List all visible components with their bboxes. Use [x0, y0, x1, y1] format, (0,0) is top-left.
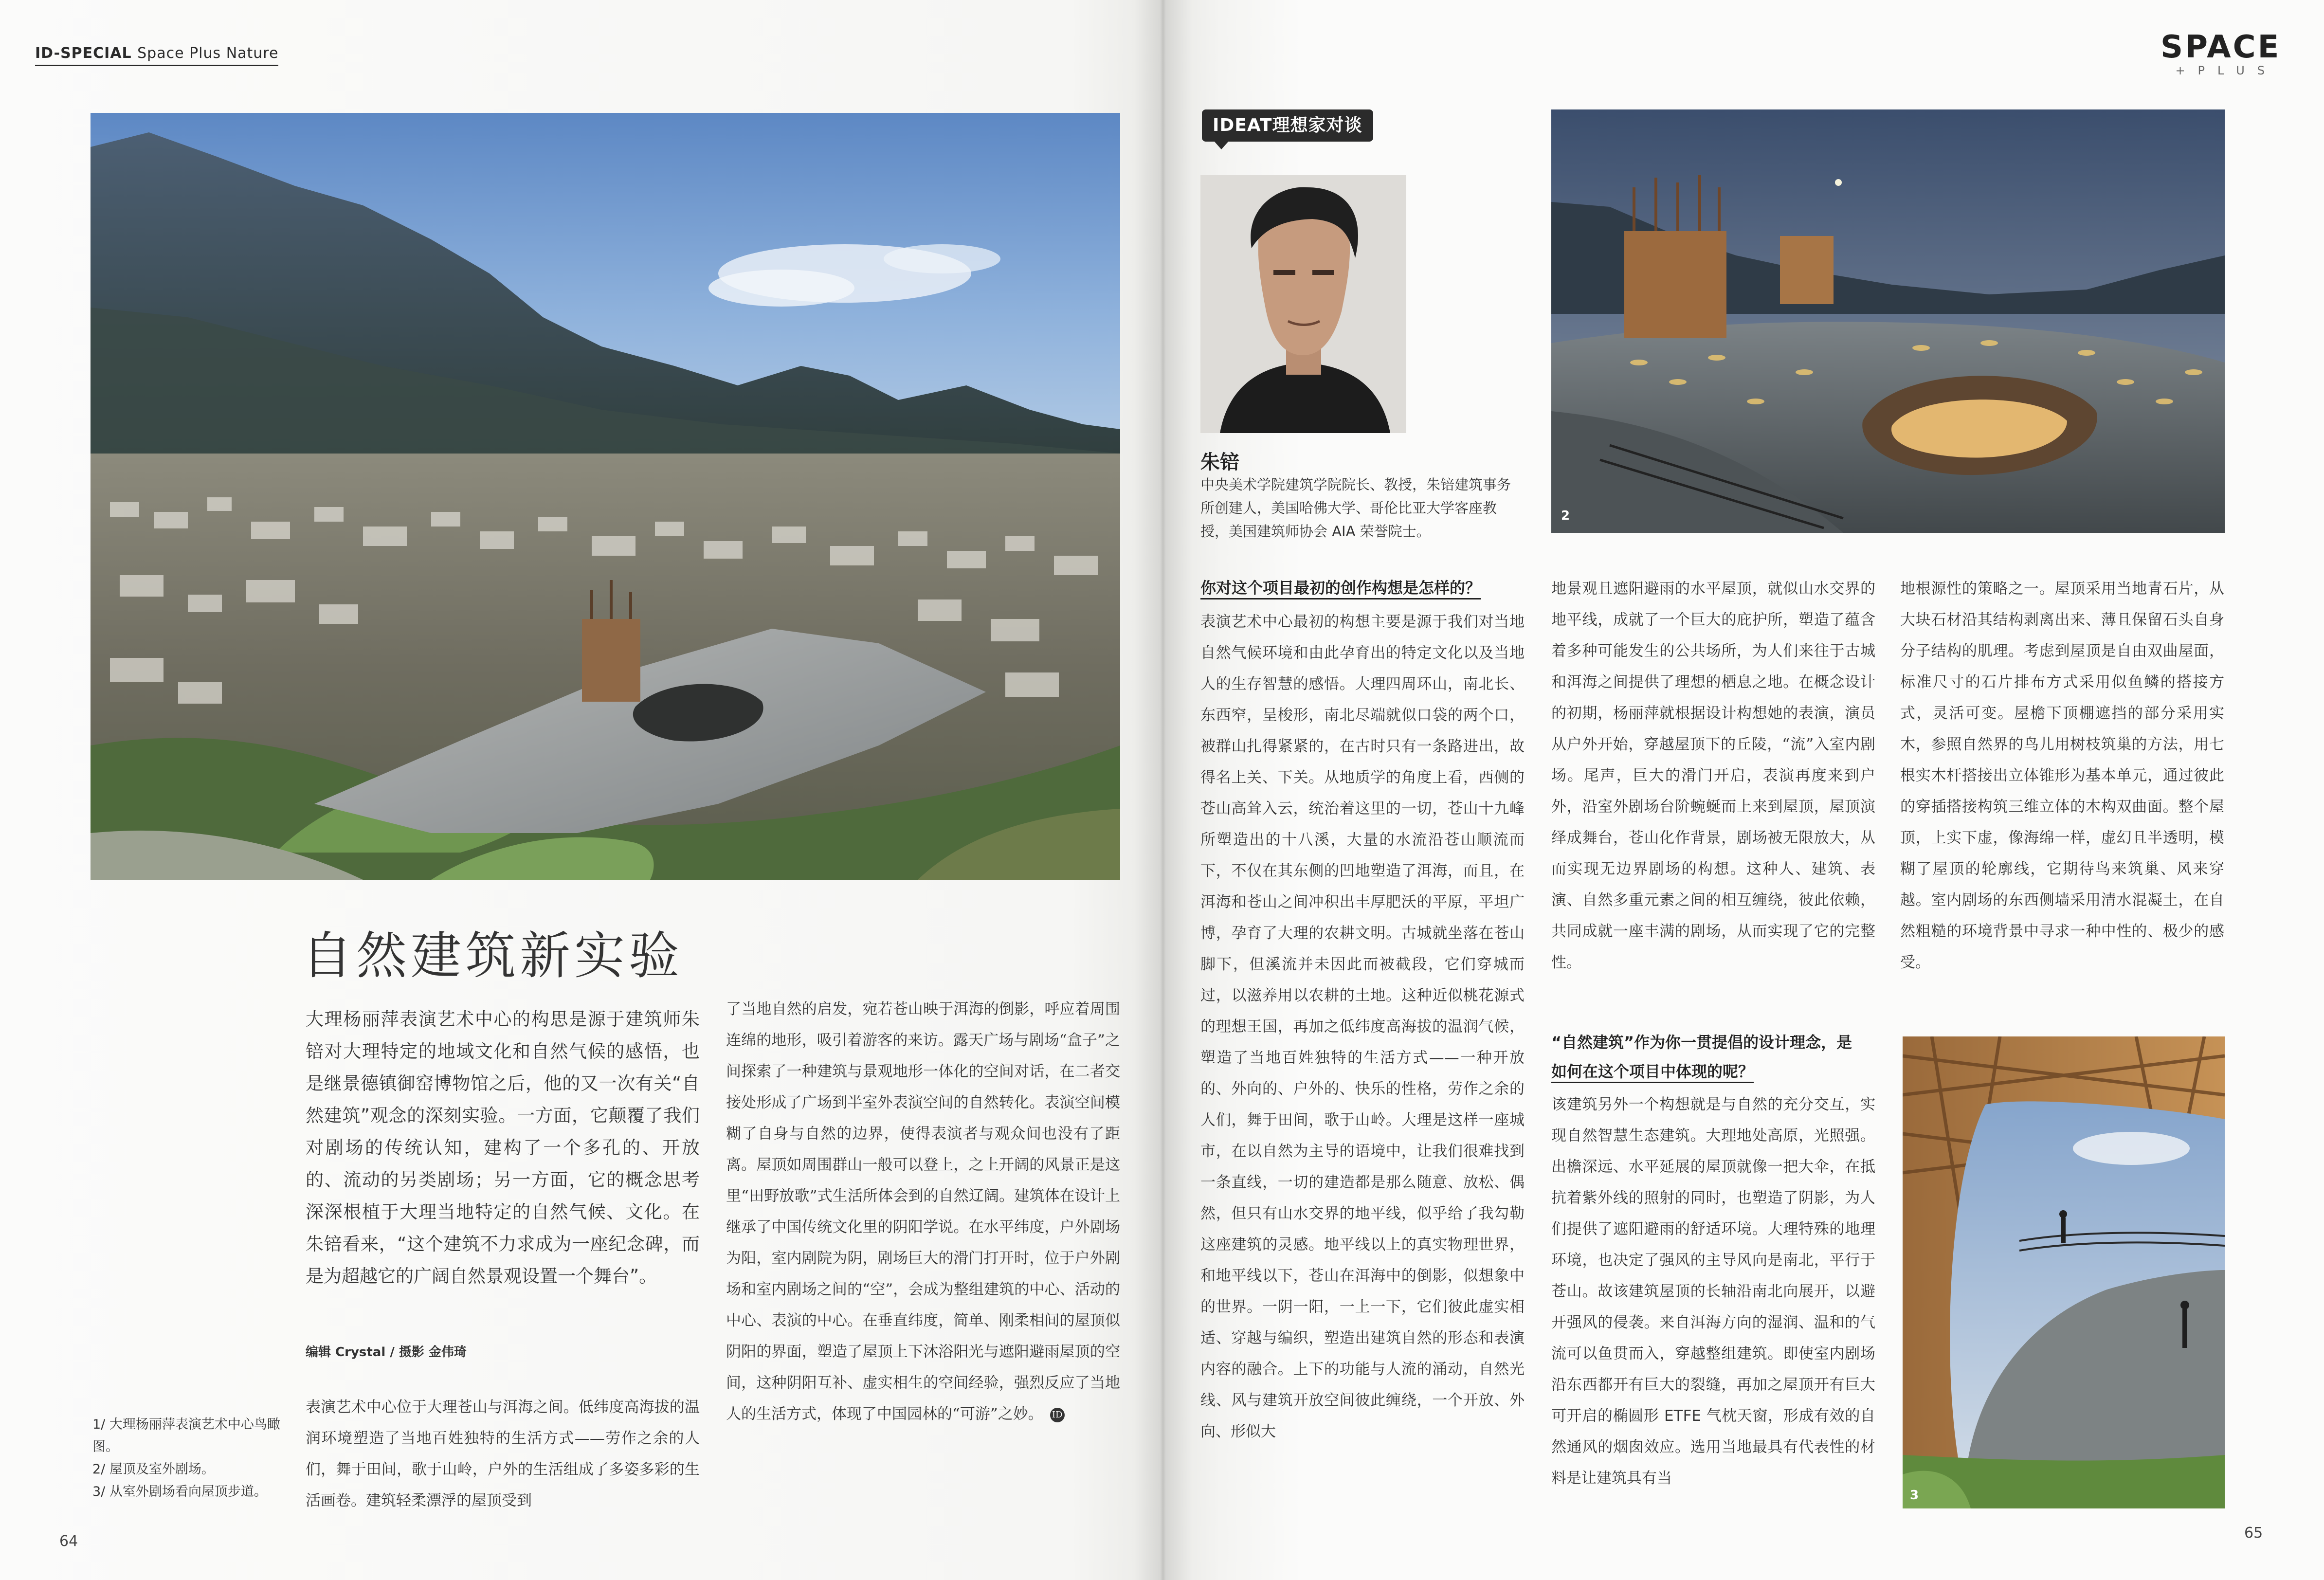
- caption-2: 2/ 屋顶及室外剧场。: [92, 1462, 215, 1477]
- photo-2-number: 2: [1561, 509, 1570, 523]
- body-column-2: [726, 994, 1120, 1430]
- question-1: [1200, 573, 1481, 602]
- architect-portrait: [1200, 175, 1406, 433]
- architect-bio: 中央美术学院建筑学院院长、教授，朱锫建筑事务所创建人，美国哈佛大学、哥伦比亚大学客座教授，美国建筑师协会 AIA 荣誉院士。: [1200, 476, 1511, 540]
- spine-shadow: [1134, 0, 1192, 1580]
- caption-3: 3/ 从室外剧场看向屋顶步道。: [92, 1484, 267, 1499]
- article-credit: 编辑 Crystal / 摄影 金伟琦: [306, 1345, 467, 1360]
- photo-captions: [92, 1414, 287, 1503]
- end-mark-icon: ID: [1050, 1408, 1065, 1422]
- logo-subtext: +PLUS: [2175, 64, 2277, 77]
- question-1-text: 你对这个项目最初的创作构想是怎样的？: [1200, 579, 1481, 599]
- page-number-left: 64: [59, 1533, 78, 1550]
- question-2-line-2: 如何在这个项目中体现的呢？: [1551, 1062, 1754, 1083]
- aerial-photo: [91, 113, 1120, 880]
- body-column-2-text: 了当地自然的启发，宛若苍山映于洱海的倒影，呼应着周围连绵的地形，吸引着游客的来访。露天广场与剧场“盒子”之间探索了一种建筑与景观地形一体化的空间对话，在二者交接处形成了广场到半室外表演空间的自然转化。表演空间模糊了自身与自然的边界，使得表演者与观众间也没有了距离。屋顶如周围群山一般可以登上，之上开阔的风景正是这里“田野放歌”式生活所体会到的自然辽阔。建筑体在设计上继承了中国传统文化里的阴阳学说。在水平纬度，户外剧场为阳，室内剧院为阴，剧场巨大的滑门打开时，位于户外剧场和室内剧场之间的“空”，会成为整组建筑的中心、活动的中心、表演的中心。在垂直纬度，简单、刚柔相间的屋顶似阴阳的界面，塑造了屋顶上下沐浴阳光与遮阳避雨屋顶的空间，这种阴阳互补、虚实相生的空间经验，强烈反应了当地人的生活方式，体现了中国园林的“可游”之妙。: [726, 1000, 1120, 1423]
- section-name: ID-SPECIAL: [35, 45, 132, 62]
- photo-3-number: 3: [1910, 1488, 1919, 1503]
- caption-1: 1/ 大理杨丽萍表演艺术中心鸟瞰图。: [92, 1417, 280, 1454]
- question-2-line-2-wrap: [1551, 1057, 1892, 1086]
- answer-1-column-1: 表演艺术中心最初的构想主要是源于我们对当地自然气候环境和由此孕育出的特定文化以及当地人的生存智慧的感悟。大理四周环山，南北长、东西窄，呈梭形，南北尽端就似口袋的两个口，被群山扎得紧紧的，在古时只有一条路进出，故得名上关、下关。从地质学的角度上看，西侧的苍山高耸入云，统治着这里的一切，苍山十九峰所塑造出的十八溪，大量的水流沿苍山顺流而下，不仅在其东侧的凹地塑造了洱海，而且，在洱海和苍山之间冲积出丰厚肥沃的平原，平坦广博，孕育了大理的农耕文明。古城就坐落在苍山脚下，但溪流并未因此而被截段，它们穿城而过，以滋养用以农耕的土地。这种近似桃花源式的理想王国，再加之低纬度高海拔的温润气候，塑造了当地百姓独特的生活方式——一种开放的、外向的、户外的、快乐的性格，劳作之余的人们，舞于田间，歌于山岭。大理是这样一座城市，在以自然为主导的语境中，让我们很难找到一条直线，一切的建造都是那么随意、放松、偶然，但只有山水交界的地平线，似乎给了我勾勒这座建筑的灵感。地平线以上的真实物理世界，和地平线以下，苍山在洱海中的倒影，似想象中的世界。一阴一阳，一上一下，它们彼此虚实相适、穿越与编织，塑造出建筑自然的形态和表演内容的融合。上下的功能与人流的涌动，自然光线、风与建筑开放空间彼此缠绕，一个开放、外向、形似大: [1200, 613, 1525, 1440]
- answer-2-column-3: 地根源性的策略之一。屋顶采用当地青石片，从大块石材沿其结构剥离出来、薄且保留石头自身分子结构的肌理。考虑到屋顶是自由双曲屋面，标准尺寸的石片排布方式采用似鱼鳞的搭接方式，灵活可变。屋檐下顶棚遮挡的部分采用实木，参照自然界的鸟儿用树枝筑巢的方法，用七根实木杆搭接出立体锥形为基本单元，通过彼此的穿插搭接构筑三维立体的木构双曲面。整个屋顶，上实下虚，像海绵一样，虚幻且半透明，模糊了屋顶的轮廓线，它期待鸟来筑巢、风来穿越。室内剧场的东西侧墙采用清水混凝土，在自然粗糙的环境背景中寻求一种中性的、极少的感受。: [1900, 580, 2224, 971]
- article-intro: 大理杨丽萍表演艺术中心的构思是源于建筑师朱锫对大理特定的地域文化和自然气候的感悟，也是继景德镇御窑博物馆之后，他的又一次有关“自然建筑”观念的深刻实验。一方面，它颠覆了我们对剧场的传统认知，建构了一个多孔的、开放的、流动的另类剧场；另一方面，它的概念思考深深根植于大理当地特定的自然气候、文化。在朱锫看来，“这个建筑不力求成为一座纪念碑，而是为超越它的广阔自然景观设置一个舞台”。: [306, 1009, 700, 1287]
- question-2: [1551, 1028, 1892, 1086]
- walkway-photo: [1903, 1036, 2225, 1508]
- page-number-right: 65: [2244, 1525, 2263, 1542]
- interview-tag: IDEAT理想家对谈: [1202, 109, 1373, 142]
- space-plus-logo: [2161, 29, 2281, 79]
- architect-name: 朱锫: [1200, 451, 1239, 473]
- logo-text: SPACE: [2161, 29, 2281, 65]
- answer-2-column-2: 该建筑另外一个构想就是与自然的充分交互，实现自然智慧生态建筑。大理地处高原，光照强。出檐深远、水平延展的屋顶就像一把大伞，在抵抗着紫外线的照射的同时，也塑造了阴影，为人们提供了遮阳避雨的舒适环境。大理特殊的地理环境，也决定了强风的主导风向是南北，平行于苍山。故该建筑屋顶的长轴沿南北向展开，以避开强风的侵袭。来自洱海方向的湿润、温和的气流可以鱼贯而入，穿越整组建筑。即使室内剧场沿东西都开有巨大的裂缝，再加之屋顶开有巨大可开启的椭圆形 ETFE 气枕天窗，形成有效的自然通风的烟囱效应。选用当地最具有代表性的材料是让建筑具有当: [1551, 1096, 1875, 1487]
- rooftop-photo: [1551, 109, 2225, 533]
- section-header: [35, 45, 278, 66]
- answer-1-column-2: 地景观且遮阳避雨的水平屋顶，就似山水交界的地平线，成就了一个巨大的庇护所，塑造了蕴含着多种可能发生的公共场所，为人们来往于古城和洱海之间提供了理想的栖息之地。在概念设计的初期，杨丽萍就根据设计构想她的表演，演员从户外开始，穿越屋顶下的丘陵，“流”入室内剧场。尾声，巨大的滑门开启，表演再度来到户外，沿室外剧场台阶蜿蜒而上来到屋顶，屋顶演绎成舞台，苍山化作背景，剧场被无限放大，从而实现无边界剧场的构想。这种人、建筑、表演、自然多重元素之间的相互缠绕，彼此依赖，共同成就一座丰满的剧场，从而实现了它的完整性。: [1551, 580, 1875, 971]
- article-title: 自然建筑新实验: [302, 926, 684, 985]
- section-subtitle: Space Plus Nature: [137, 45, 279, 62]
- question-2-line-1: “自然建筑”作为你一贯提倡的设计理念，是: [1551, 1033, 1852, 1052]
- body-column-1: 表演艺术中心位于大理苍山与洱海之间。低纬度高海拔的温润环境塑造了当地百姓独特的生活方式——劳作之余的人们，舞于田间，歌于山岭，户外的生活组成了多姿多彩的生活画卷。建筑轻柔漂浮的屋顶受到: [306, 1398, 700, 1509]
